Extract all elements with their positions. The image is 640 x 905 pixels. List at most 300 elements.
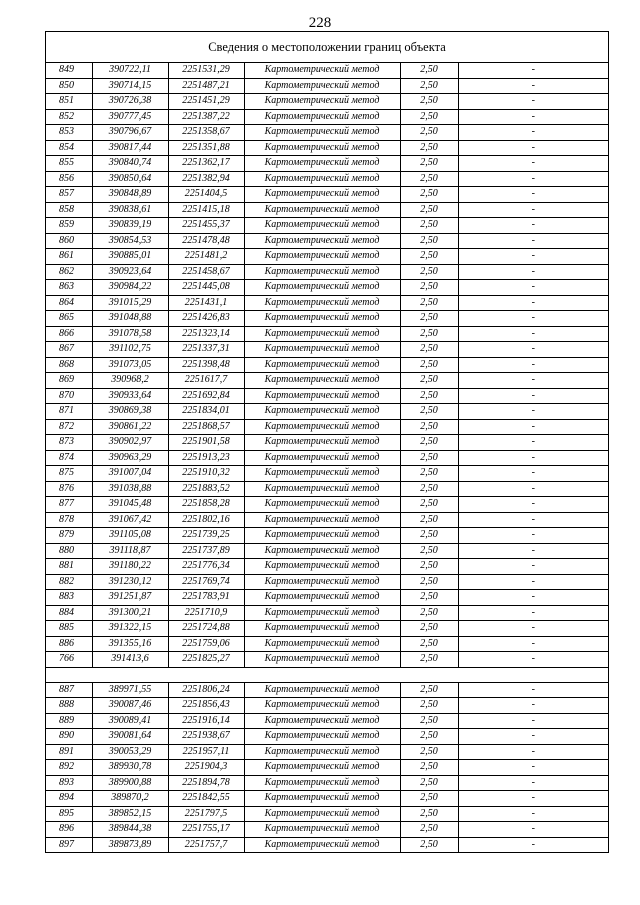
y-coordinate-cell: 2251415,18 <box>168 202 244 218</box>
method-cell: Картометрический метод <box>244 388 400 404</box>
y-coordinate-cell: 2251776,34 <box>168 559 244 575</box>
description-cell: - <box>458 280 608 296</box>
table-row <box>46 636 608 652</box>
separator-row <box>46 667 608 682</box>
point-number-cell: 894 <box>46 791 92 807</box>
accuracy-cell: 2,50 <box>400 698 458 714</box>
x-coordinate-cell: 391180,22 <box>92 559 168 575</box>
accuracy-cell: 2,50 <box>400 636 458 652</box>
accuracy-cell: 2,50 <box>400 574 458 590</box>
method-cell: Картометрический метод <box>244 837 400 852</box>
x-coordinate-cell: 391007,04 <box>92 466 168 482</box>
description-cell: - <box>458 621 608 637</box>
method-cell: Картометрический метод <box>244 435 400 451</box>
description-cell: - <box>458 326 608 342</box>
method-cell: Картометрический метод <box>244 233 400 249</box>
point-number-cell: 870 <box>46 388 92 404</box>
method-cell: Картометрический метод <box>244 497 400 513</box>
point-number-cell: 872 <box>46 419 92 435</box>
method-cell: Картометрический метод <box>244 311 400 327</box>
method-cell: Картометрический метод <box>244 760 400 776</box>
description-cell: - <box>458 171 608 187</box>
table-row <box>46 590 608 606</box>
table-row <box>46 218 608 234</box>
point-number-cell: 871 <box>46 404 92 420</box>
method-cell: Картометрический метод <box>244 574 400 590</box>
point-number-cell: 882 <box>46 574 92 590</box>
table-row <box>46 713 608 729</box>
method-cell: Картометрический метод <box>244 528 400 544</box>
description-cell: - <box>458 63 608 78</box>
description-cell: - <box>458 342 608 358</box>
method-cell: Картометрический метод <box>244 264 400 280</box>
table-row <box>46 698 608 714</box>
method-cell: Картометрический метод <box>244 63 400 78</box>
table-row <box>46 326 608 342</box>
accuracy-cell: 2,50 <box>400 652 458 668</box>
point-number-cell: 859 <box>46 218 92 234</box>
point-number-cell: 883 <box>46 590 92 606</box>
method-cell: Картометрический метод <box>244 140 400 156</box>
description-cell: - <box>458 202 608 218</box>
x-coordinate-cell: 391045,48 <box>92 497 168 513</box>
point-number-cell: 888 <box>46 698 92 714</box>
table-row <box>46 605 608 621</box>
point-number-cell: 879 <box>46 528 92 544</box>
accuracy-cell: 2,50 <box>400 342 458 358</box>
description-cell: - <box>458 78 608 94</box>
accuracy-cell: 2,50 <box>400 388 458 404</box>
description-cell: - <box>458 512 608 528</box>
point-number-cell: 897 <box>59 838 74 850</box>
method-cell: Картометрический метод <box>244 744 400 760</box>
method-cell: Картометрический метод <box>244 357 400 373</box>
table-row <box>46 249 608 265</box>
y-coordinate-cell: 2251431,1 <box>168 295 244 311</box>
point-number-cell: 857 <box>46 187 92 203</box>
method-cell: Картометрический метод <box>244 342 400 358</box>
description-cell: - <box>458 713 608 729</box>
x-coordinate-cell: 391118,87 <box>92 543 168 559</box>
y-coordinate-cell: 2251901,58 <box>168 435 244 451</box>
accuracy-cell: 2,50 <box>400 837 458 852</box>
x-coordinate-cell: 389873,89 <box>92 837 168 852</box>
point-number-cell: 856 <box>46 171 92 187</box>
point-number-cell: 867 <box>46 342 92 358</box>
table-row <box>46 450 608 466</box>
y-coordinate-cell: 2251692,84 <box>168 388 244 404</box>
accuracy-cell: 2,50 <box>400 605 458 621</box>
table-row <box>46 481 608 497</box>
y-coordinate-cell: 2251481,2 <box>168 249 244 265</box>
accuracy-cell: 2,50 <box>400 682 458 698</box>
point-number-cell: 889 <box>46 713 92 729</box>
accuracy-cell: 2,50 <box>400 140 458 156</box>
y-coordinate-cell: 2251398,48 <box>168 357 244 373</box>
y-coordinate-cell: 2251617,7 <box>168 373 244 389</box>
point-number-cell: 876 <box>46 481 92 497</box>
table-row <box>46 621 608 637</box>
accuracy-cell: 2,50 <box>400 171 458 187</box>
y-coordinate-cell: 2251856,43 <box>168 698 244 714</box>
table-row <box>46 156 608 172</box>
table-row <box>46 822 608 838</box>
table-row <box>46 466 608 482</box>
table-row <box>46 744 608 760</box>
description-cell: - <box>458 218 608 234</box>
method-cell: Картометрический метод <box>244 791 400 807</box>
method-cell: Картометрический метод <box>244 466 400 482</box>
description-cell: - <box>458 729 608 745</box>
description-cell: - <box>458 682 608 698</box>
point-number-cell: 884 <box>46 605 92 621</box>
description-cell: - <box>458 357 608 373</box>
x-coordinate-cell: 389844,38 <box>92 822 168 838</box>
description-cell: - <box>458 466 608 482</box>
description-cell: - <box>458 574 608 590</box>
point-number-cell: 860 <box>46 233 92 249</box>
point-number-cell: 864 <box>46 295 92 311</box>
accuracy-cell: 2,50 <box>400 621 458 637</box>
description-cell: - <box>458 264 608 280</box>
method-cell: Картометрический метод <box>244 94 400 110</box>
y-coordinate-cell: 2251737,89 <box>168 543 244 559</box>
x-coordinate-cell: 390984,22 <box>92 280 168 296</box>
accuracy-cell: 2,50 <box>400 295 458 311</box>
table-row <box>46 202 608 218</box>
method-cell: Картометрический метод <box>244 713 400 729</box>
point-number-cell: 868 <box>46 357 92 373</box>
method-cell: Картометрический метод <box>244 590 400 606</box>
y-coordinate-cell: 2251445,08 <box>168 280 244 296</box>
y-coordinate-cell: 2251769,74 <box>168 574 244 590</box>
x-coordinate-cell: 390714,15 <box>92 78 168 94</box>
table-row <box>46 760 608 776</box>
method-cell: Картометрический метод <box>244 326 400 342</box>
table-row <box>46 435 608 451</box>
point-number-cell: 878 <box>46 512 92 528</box>
y-coordinate-cell: 2251487,21 <box>168 78 244 94</box>
x-coordinate-cell: 390839,19 <box>92 218 168 234</box>
method-cell: Картометрический метод <box>244 187 400 203</box>
method-cell: Картометрический метод <box>244 373 400 389</box>
point-number-cell: 862 <box>46 264 92 280</box>
y-coordinate-cell: 2251834,01 <box>168 404 244 420</box>
table-row <box>46 109 608 125</box>
description-cell: - <box>458 652 608 668</box>
description-cell: - <box>458 419 608 435</box>
description-cell: - <box>458 590 608 606</box>
x-coordinate-cell: 389900,88 <box>92 775 168 791</box>
y-coordinate-cell: 2251894,78 <box>168 775 244 791</box>
y-coordinate-cell: 2251757,7 <box>168 837 244 852</box>
description-cell: - <box>458 249 608 265</box>
accuracy-cell: 2,50 <box>400 125 458 141</box>
method-cell: Картометрический метод <box>244 682 400 698</box>
x-coordinate-cell: 390885,01 <box>92 249 168 265</box>
method-cell: Картометрический метод <box>244 78 400 94</box>
method-cell: Картометрический метод <box>244 295 400 311</box>
x-coordinate-cell: 391413,6 <box>92 652 168 668</box>
table-row <box>46 404 608 420</box>
table-row <box>46 125 608 141</box>
x-coordinate-cell: 390089,41 <box>92 713 168 729</box>
x-coordinate-cell: 390840,74 <box>92 156 168 172</box>
table-row <box>46 388 608 404</box>
point-number-cell: 874 <box>46 450 92 466</box>
description-cell: - <box>458 94 608 110</box>
y-coordinate-cell: 2251868,57 <box>168 419 244 435</box>
point-number-cell: 880 <box>46 543 92 559</box>
description-cell: - <box>458 775 608 791</box>
table-row <box>46 528 608 544</box>
description-cell: - <box>458 481 608 497</box>
x-coordinate-cell: 390726,38 <box>92 94 168 110</box>
x-coordinate-cell: 390848,89 <box>92 187 168 203</box>
method-cell: Картометрический метод <box>244 109 400 125</box>
table-row <box>46 140 608 156</box>
description-cell: - <box>458 698 608 714</box>
description-cell: - <box>458 125 608 141</box>
coordinates-table <box>46 63 608 852</box>
x-coordinate-cell: 391300,21 <box>92 605 168 621</box>
accuracy-cell: 2,50 <box>400 187 458 203</box>
table-row <box>46 94 608 110</box>
table-row <box>46 512 608 528</box>
y-coordinate-cell: 2251806,24 <box>168 682 244 698</box>
point-number-cell: 881 <box>46 559 92 575</box>
point-number-cell: 851 <box>46 94 92 110</box>
accuracy-cell: 2,50 <box>400 357 458 373</box>
x-coordinate-cell: 391048,88 <box>92 311 168 327</box>
point-number-cell: 852 <box>46 109 92 125</box>
point-number-cell: 850 <box>46 78 92 94</box>
accuracy-cell: 2,50 <box>400 311 458 327</box>
x-coordinate-cell: 390838,61 <box>92 202 168 218</box>
description-cell: - <box>458 744 608 760</box>
y-coordinate-cell: 2251337,31 <box>168 342 244 358</box>
table-row <box>46 791 608 807</box>
y-coordinate-cell: 2251351,88 <box>168 140 244 156</box>
x-coordinate-cell: 390963,29 <box>92 450 168 466</box>
x-coordinate-cell: 390817,44 <box>92 140 168 156</box>
point-number-cell: 895 <box>46 806 92 822</box>
accuracy-cell: 2,50 <box>400 590 458 606</box>
point-number-cell: 858 <box>46 202 92 218</box>
method-cell: Картометрический метод <box>244 202 400 218</box>
accuracy-cell: 2,50 <box>400 63 458 78</box>
y-coordinate-cell: 2251404,5 <box>168 187 244 203</box>
point-number-cell: 875 <box>46 466 92 482</box>
sheet-title: Сведения о местоположении границ объекта <box>46 32 608 63</box>
point-number-cell: 886 <box>46 636 92 652</box>
accuracy-cell: 2,50 <box>400 435 458 451</box>
description-cell: - <box>458 156 608 172</box>
x-coordinate-cell: 391078,58 <box>92 326 168 342</box>
accuracy-cell: 2,50 <box>400 78 458 94</box>
table-row <box>46 171 608 187</box>
method-cell: Картометрический метод <box>244 636 400 652</box>
x-coordinate-cell: 391038,88 <box>92 481 168 497</box>
x-coordinate-cell: 391105,08 <box>92 528 168 544</box>
description-cell: - <box>458 450 608 466</box>
description-cell: - <box>458 233 608 249</box>
x-coordinate-cell: 390777,45 <box>92 109 168 125</box>
accuracy-cell: 2,50 <box>400 264 458 280</box>
description-cell: - <box>458 559 608 575</box>
method-cell: Картометрический метод <box>244 698 400 714</box>
y-coordinate-cell: 2251883,52 <box>168 481 244 497</box>
accuracy-cell: 2,50 <box>400 744 458 760</box>
point-number-cell: 865 <box>46 311 92 327</box>
y-coordinate-cell: 2251910,32 <box>168 466 244 482</box>
method-cell: Картометрический метод <box>244 605 400 621</box>
description-cell: - <box>458 373 608 389</box>
description-cell: - <box>458 822 608 838</box>
accuracy-cell: 2,50 <box>400 326 458 342</box>
table-row <box>46 233 608 249</box>
point-number-cell: 891 <box>46 744 92 760</box>
table-row <box>46 497 608 513</box>
table-row <box>46 419 608 435</box>
y-coordinate-cell: 2251913,23 <box>168 450 244 466</box>
point-number-cell: 896 <box>46 822 92 838</box>
table-row <box>46 295 608 311</box>
accuracy-cell: 2,50 <box>400 233 458 249</box>
y-coordinate-cell: 2251825,27 <box>168 652 244 668</box>
x-coordinate-cell: 390854,53 <box>92 233 168 249</box>
accuracy-cell: 2,50 <box>400 822 458 838</box>
x-coordinate-cell: 391067,42 <box>92 512 168 528</box>
point-number-cell: 766 <box>46 652 92 668</box>
description-cell: - <box>458 636 608 652</box>
point-number-cell: 863 <box>46 280 92 296</box>
table-row <box>46 78 608 94</box>
method-cell: Картометрический метод <box>244 652 400 668</box>
y-coordinate-cell: 2251802,16 <box>168 512 244 528</box>
y-coordinate-cell: 2251323,14 <box>168 326 244 342</box>
x-coordinate-cell: 390087,46 <box>92 698 168 714</box>
accuracy-cell: 2,50 <box>400 791 458 807</box>
accuracy-cell: 2,50 <box>400 481 458 497</box>
method-cell: Картометрический метод <box>244 419 400 435</box>
accuracy-cell: 2,50 <box>400 543 458 559</box>
x-coordinate-cell: 390850,64 <box>92 171 168 187</box>
description-cell: - <box>458 605 608 621</box>
table-row <box>46 280 608 296</box>
x-coordinate-cell: 390923,64 <box>92 264 168 280</box>
x-coordinate-cell: 390933,64 <box>92 388 168 404</box>
page-number: 228 <box>308 15 332 31</box>
table-row <box>46 543 608 559</box>
description-cell: - <box>458 543 608 559</box>
y-coordinate-cell: 2251710,9 <box>168 605 244 621</box>
x-coordinate-cell: 390722,11 <box>92 63 168 78</box>
table-row <box>46 652 608 668</box>
y-coordinate-cell: 2251938,67 <box>168 729 244 745</box>
description-cell: - <box>458 404 608 420</box>
x-coordinate-cell: 390081,64 <box>92 729 168 745</box>
accuracy-cell: 2,50 <box>400 775 458 791</box>
x-coordinate-cell: 391073,05 <box>92 357 168 373</box>
table-row <box>46 311 608 327</box>
x-coordinate-cell: 389971,55 <box>92 682 168 698</box>
x-coordinate-cell: 389852,15 <box>92 806 168 822</box>
accuracy-cell: 2,50 <box>400 94 458 110</box>
table-row <box>46 837 608 852</box>
method-cell: Картометрический метод <box>244 280 400 296</box>
point-number-cell: 890 <box>46 729 92 745</box>
y-coordinate-cell: 2251783,91 <box>168 590 244 606</box>
y-coordinate-cell: 2251458,67 <box>168 264 244 280</box>
table-row <box>46 729 608 745</box>
y-coordinate-cell: 2251957,11 <box>168 744 244 760</box>
point-number-cell: 893 <box>46 775 92 791</box>
x-coordinate-cell: 391355,16 <box>92 636 168 652</box>
accuracy-cell: 2,50 <box>400 729 458 745</box>
x-coordinate-cell: 390869,38 <box>92 404 168 420</box>
accuracy-cell: 2,50 <box>400 760 458 776</box>
y-coordinate-cell: 2251478,48 <box>168 233 244 249</box>
y-coordinate-cell: 2251755,17 <box>168 822 244 838</box>
table-row <box>46 357 608 373</box>
accuracy-cell: 2,50 <box>400 528 458 544</box>
point-number-cell: 892 <box>46 760 92 776</box>
x-coordinate-cell: 391322,15 <box>92 621 168 637</box>
accuracy-cell: 2,50 <box>400 450 458 466</box>
method-cell: Картометрический метод <box>244 729 400 745</box>
description-cell: - <box>458 388 608 404</box>
method-cell: Картометрический метод <box>244 171 400 187</box>
method-cell: Картометрический метод <box>244 218 400 234</box>
method-cell: Картометрический метод <box>244 806 400 822</box>
x-coordinate-cell: 390968,2 <box>92 373 168 389</box>
table-row <box>46 775 608 791</box>
table-row <box>46 342 608 358</box>
point-number-cell: 885 <box>46 621 92 637</box>
x-coordinate-cell: 390796,67 <box>92 125 168 141</box>
method-cell: Картометрический метод <box>244 621 400 637</box>
accuracy-cell: 2,50 <box>400 806 458 822</box>
accuracy-cell: 2,50 <box>400 512 458 528</box>
y-coordinate-cell: 2251916,14 <box>168 713 244 729</box>
point-number-cell: 854 <box>46 140 92 156</box>
y-coordinate-cell: 2251387,22 <box>168 109 244 125</box>
table-row <box>46 559 608 575</box>
x-coordinate-cell: 389930,78 <box>92 760 168 776</box>
y-coordinate-cell: 2251739,25 <box>168 528 244 544</box>
description-cell: - <box>458 140 608 156</box>
accuracy-cell: 2,50 <box>400 404 458 420</box>
accuracy-cell: 2,50 <box>400 713 458 729</box>
description-cell: - <box>458 760 608 776</box>
accuracy-cell: 2,50 <box>400 156 458 172</box>
y-coordinate-cell: 2251842,55 <box>168 791 244 807</box>
y-coordinate-cell: 2251797,5 <box>168 806 244 822</box>
coordinates-sheet <box>45 31 609 853</box>
description-cell: - <box>458 187 608 203</box>
point-number-cell: 887 <box>46 682 92 698</box>
point-number-cell: 866 <box>46 326 92 342</box>
table-row <box>46 806 608 822</box>
description-cell: - <box>458 311 608 327</box>
point-number-cell: 873 <box>46 435 92 451</box>
table-row <box>46 187 608 203</box>
x-coordinate-cell: 389870,2 <box>92 791 168 807</box>
table-row <box>46 264 608 280</box>
point-number-cell: 869 <box>46 373 92 389</box>
y-coordinate-cell: 2251451,29 <box>168 94 244 110</box>
